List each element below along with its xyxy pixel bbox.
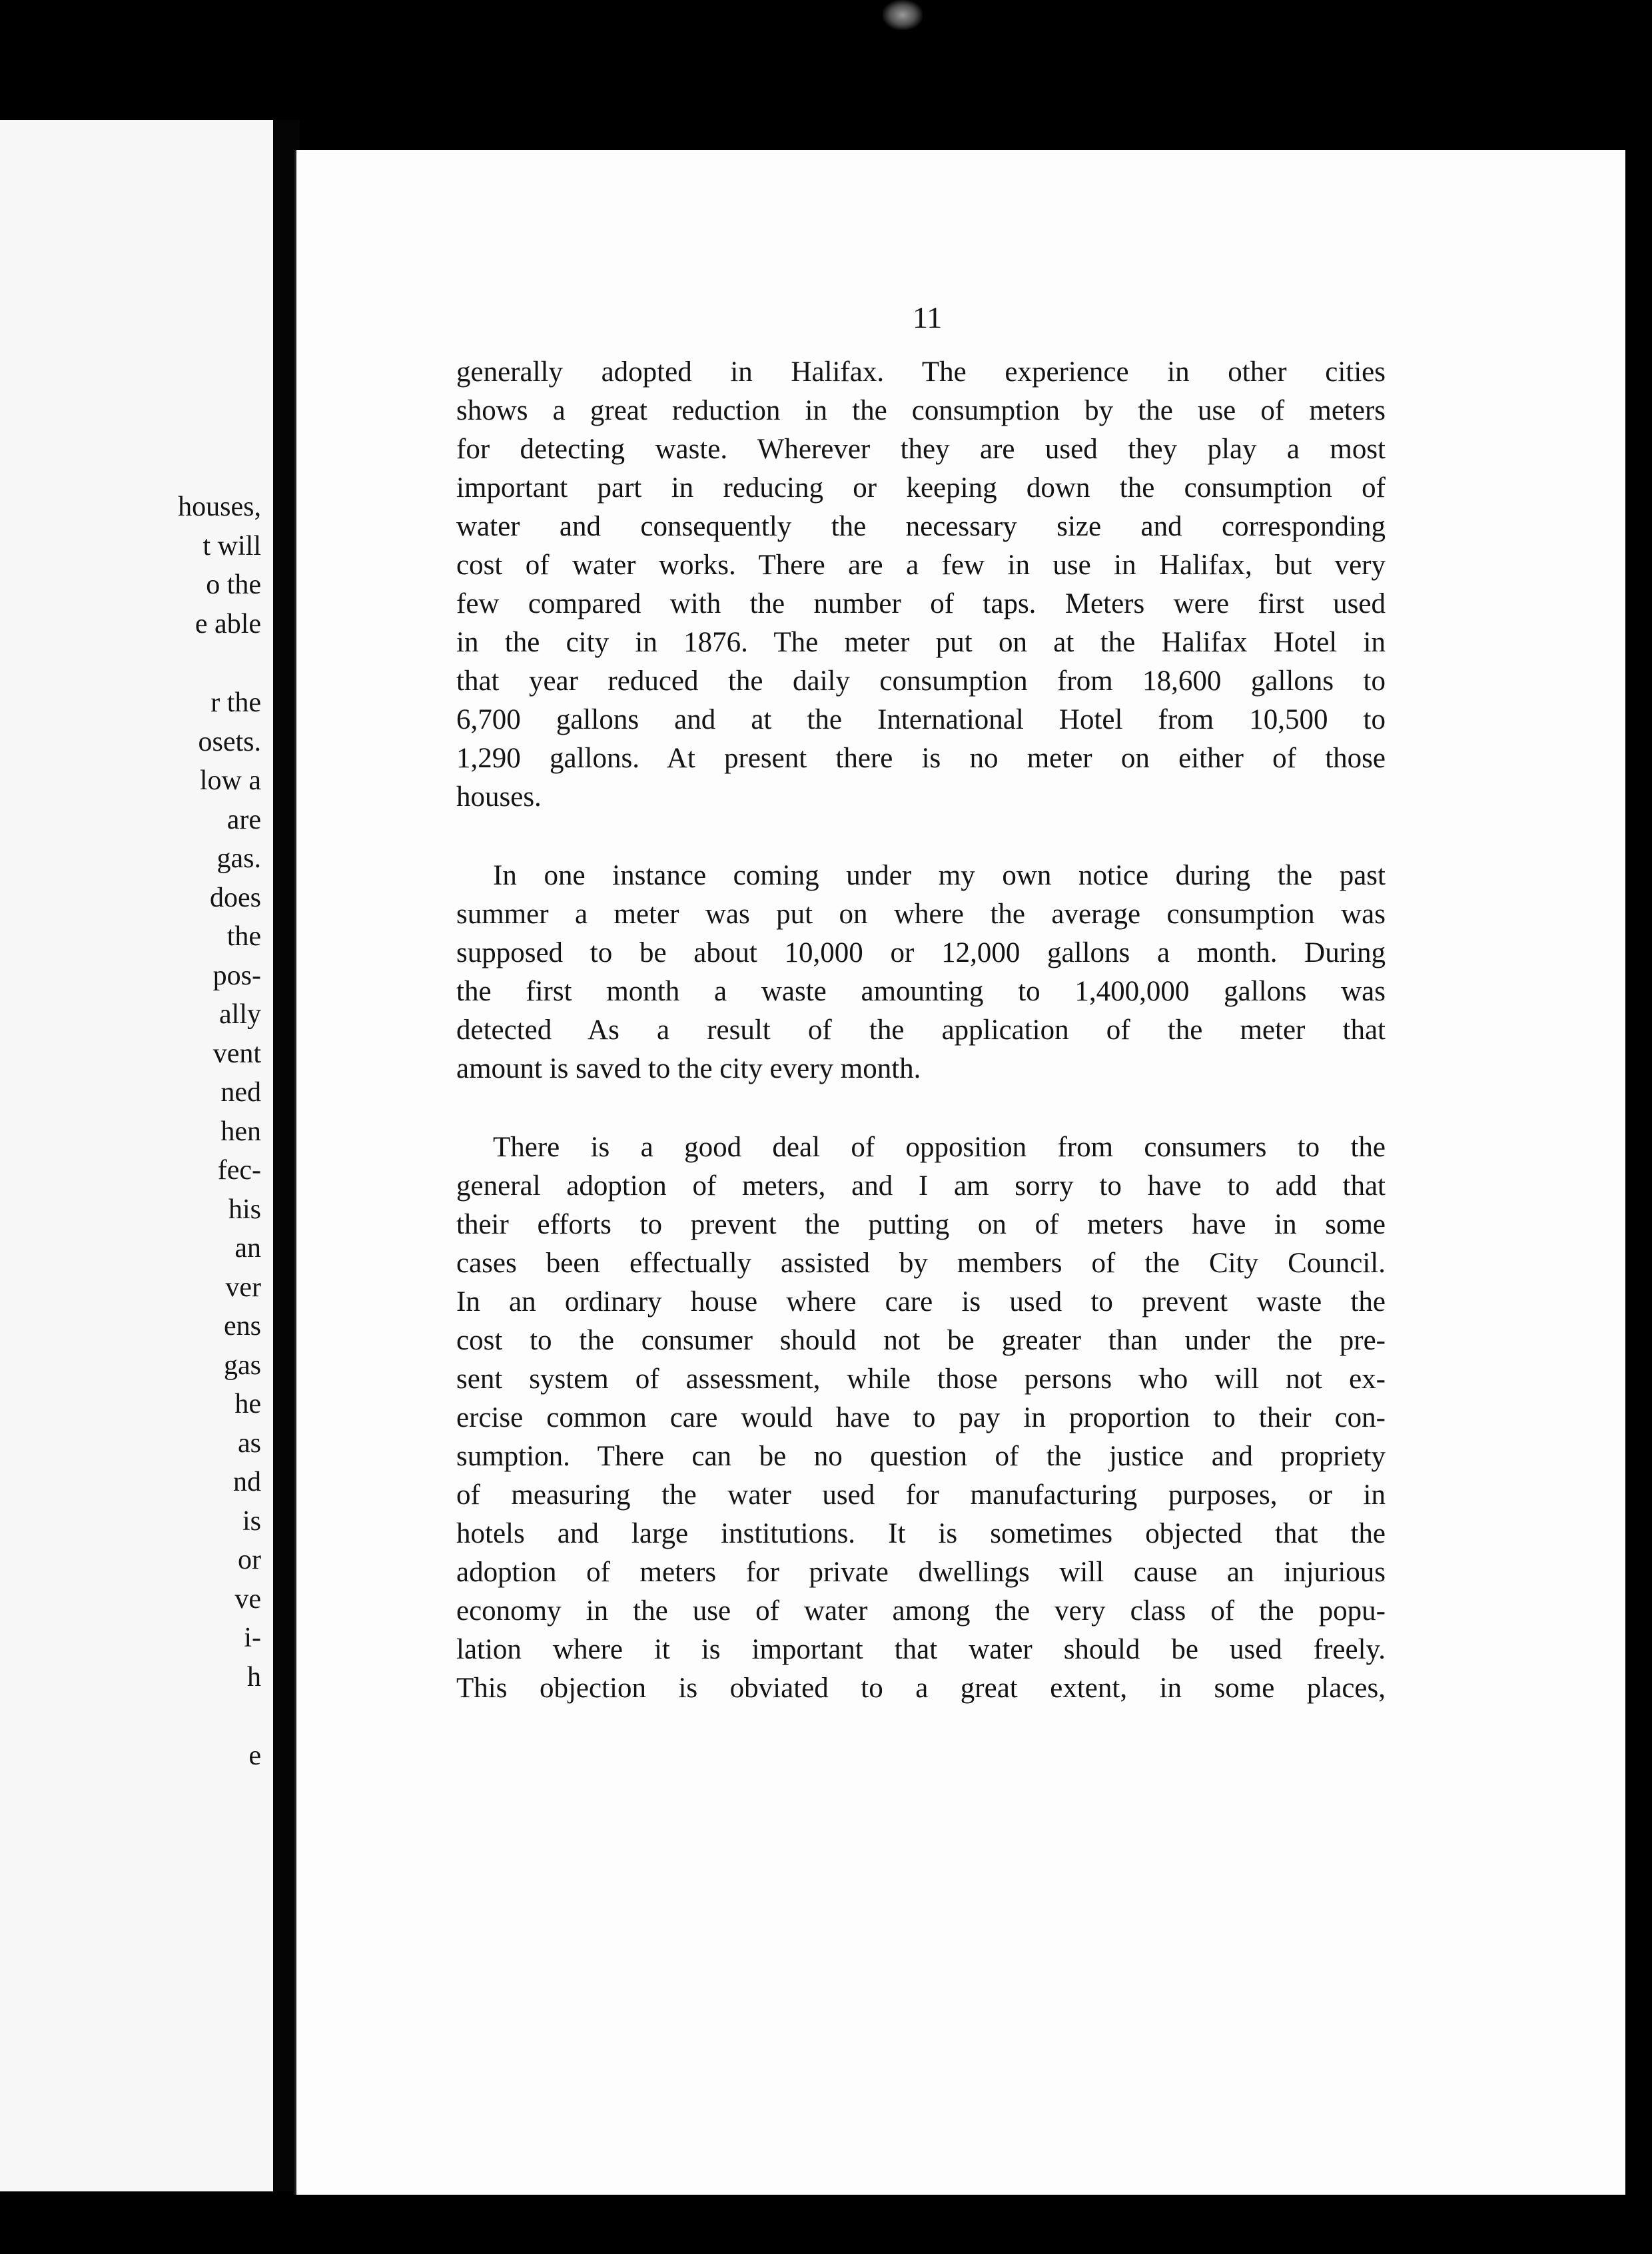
text-line: 6,700 gallons and at the International Hotel from 10,500 to <box>456 704 1386 735</box>
fragment-line: ve <box>234 1583 261 1615</box>
text-line: detected As a result of the application of the meter that <box>456 1014 1386 1046</box>
fragment-line: his <box>228 1194 261 1225</box>
text-line: for detecting waste. Wherever they are used they play a most <box>456 434 1386 465</box>
text-line: few compared with the number of taps. Meters were first used <box>456 588 1386 619</box>
fragment-line: is <box>242 1505 261 1537</box>
paragraph-gap <box>21 1696 261 1736</box>
text-line: that year reduced the daily consumption from 18,600 gallons to <box>456 665 1386 697</box>
paragraph <box>456 857 1386 1088</box>
fragment-line: fec- <box>217 1155 261 1186</box>
fragment-line: vent <box>212 1038 261 1069</box>
fragment-line: ens <box>224 1311 261 1341</box>
previous-page-text-fragments <box>21 488 261 1776</box>
text-line: cases been effectually assisted by members of the City Council. <box>456 1248 1386 1279</box>
text-line: general adoption of meters, and I am sorry to have to add that <box>456 1170 1386 1202</box>
fragment-line: h <box>247 1661 261 1692</box>
text-line: supposed to be about 10,000 or 12,000 gallons a month. During <box>456 937 1386 968</box>
text-line: the first month a waste amounting to 1,400,000 gallons was <box>456 976 1386 1007</box>
fragment-line: r the <box>210 687 261 718</box>
text-line: of measuring the water used for manufacturing purposes, or in <box>456 1479 1386 1511</box>
fragment-line: as <box>238 1427 261 1459</box>
fragment-line: t will <box>203 530 261 562</box>
fragment-line: houses, <box>178 492 261 522</box>
fragment-line: gas. <box>216 843 261 874</box>
paragraph-gap <box>21 643 261 683</box>
text-line: their efforts to prevent the putting on of meters have in some <box>456 1209 1386 1240</box>
fragment-line: or <box>238 1545 261 1575</box>
text-line: in the city in 1876. The meter put on at the Halifax Hotel in <box>456 627 1386 658</box>
fragment-line: gas <box>224 1349 261 1381</box>
text-line: cost of water works. There are a few in use in Halifax, but very <box>456 550 1386 581</box>
text-line: houses. <box>456 781 542 813</box>
fragment-line: the <box>226 921 261 952</box>
fragment-line: hen <box>220 1116 261 1147</box>
fragment-line: o the <box>206 569 261 600</box>
text-line: lation where it is important that water should be used freely. <box>456 1634 1386 1665</box>
fragment-line: osets. <box>198 726 261 757</box>
text-line: important part in reducing or keeping down the consumption of <box>456 472 1386 504</box>
fragment-line: he <box>234 1389 261 1419</box>
text-line: In one instance coming under my own notice during the past <box>493 860 1386 891</box>
text-line: sent system of assessment, while those persons who will not ex- <box>456 1363 1386 1395</box>
text-line: ercise common care would have to pay in proportion to their con- <box>456 1402 1386 1433</box>
fragment-line: ally <box>219 999 261 1030</box>
text-line: economy in the use of water among the very class of the popu- <box>456 1595 1386 1627</box>
text-line: In an ordinary house where care is used to prevent waste the <box>456 1286 1386 1317</box>
text-line: water and consequently the necessary size and corresponding <box>456 511 1386 542</box>
fragment-line: pos- <box>212 960 261 991</box>
text-line: hotels and large institutions. It is sometimes objected that the <box>456 1518 1386 1549</box>
paragraph <box>456 1128 1386 1708</box>
fragment-line: i- <box>244 1623 261 1653</box>
text-line: shows a great reduction in the consumption by the use of meters <box>456 395 1386 426</box>
page-number: 11 <box>913 300 943 334</box>
page-body <box>456 353 1386 1748</box>
text-line: 1,290 gallons. At present there is no meter on either of those <box>456 743 1386 774</box>
text-line: adoption of meters for private dwellings will cause an injurious <box>456 1557 1386 1588</box>
fragment-line: does <box>210 882 261 913</box>
text-line: cost to the consumer should not be greater than under the pre- <box>456 1325 1386 1356</box>
paragraph <box>456 353 1386 817</box>
fragment-line: nd <box>233 1467 261 1497</box>
text-line: sumption. There can be no question of the justice and propriety <box>456 1441 1386 1472</box>
fragment-line: e able <box>195 608 261 639</box>
fragment-line: e <box>248 1740 261 1771</box>
fragment-line: ver <box>225 1272 261 1303</box>
fragment-line: are <box>226 804 261 835</box>
fragment-line: low a <box>199 765 261 796</box>
fragment-line: ned <box>220 1077 261 1108</box>
text-line: summer a meter was put on where the average consumption was <box>456 899 1386 930</box>
previous-page-edge <box>0 120 273 2191</box>
text-line: amount is saved to the city every month. <box>456 1053 921 1084</box>
text-line: This objection is obviated to a great extent, in some places, <box>456 1673 1386 1704</box>
fragment-line: an <box>234 1233 261 1264</box>
text-line: generally adopted in Halifax. The experience in other cities <box>456 356 1386 388</box>
scan-dust-speck <box>883 0 923 30</box>
text-line: There is a good deal of opposition from consumers to the <box>493 1132 1386 1163</box>
